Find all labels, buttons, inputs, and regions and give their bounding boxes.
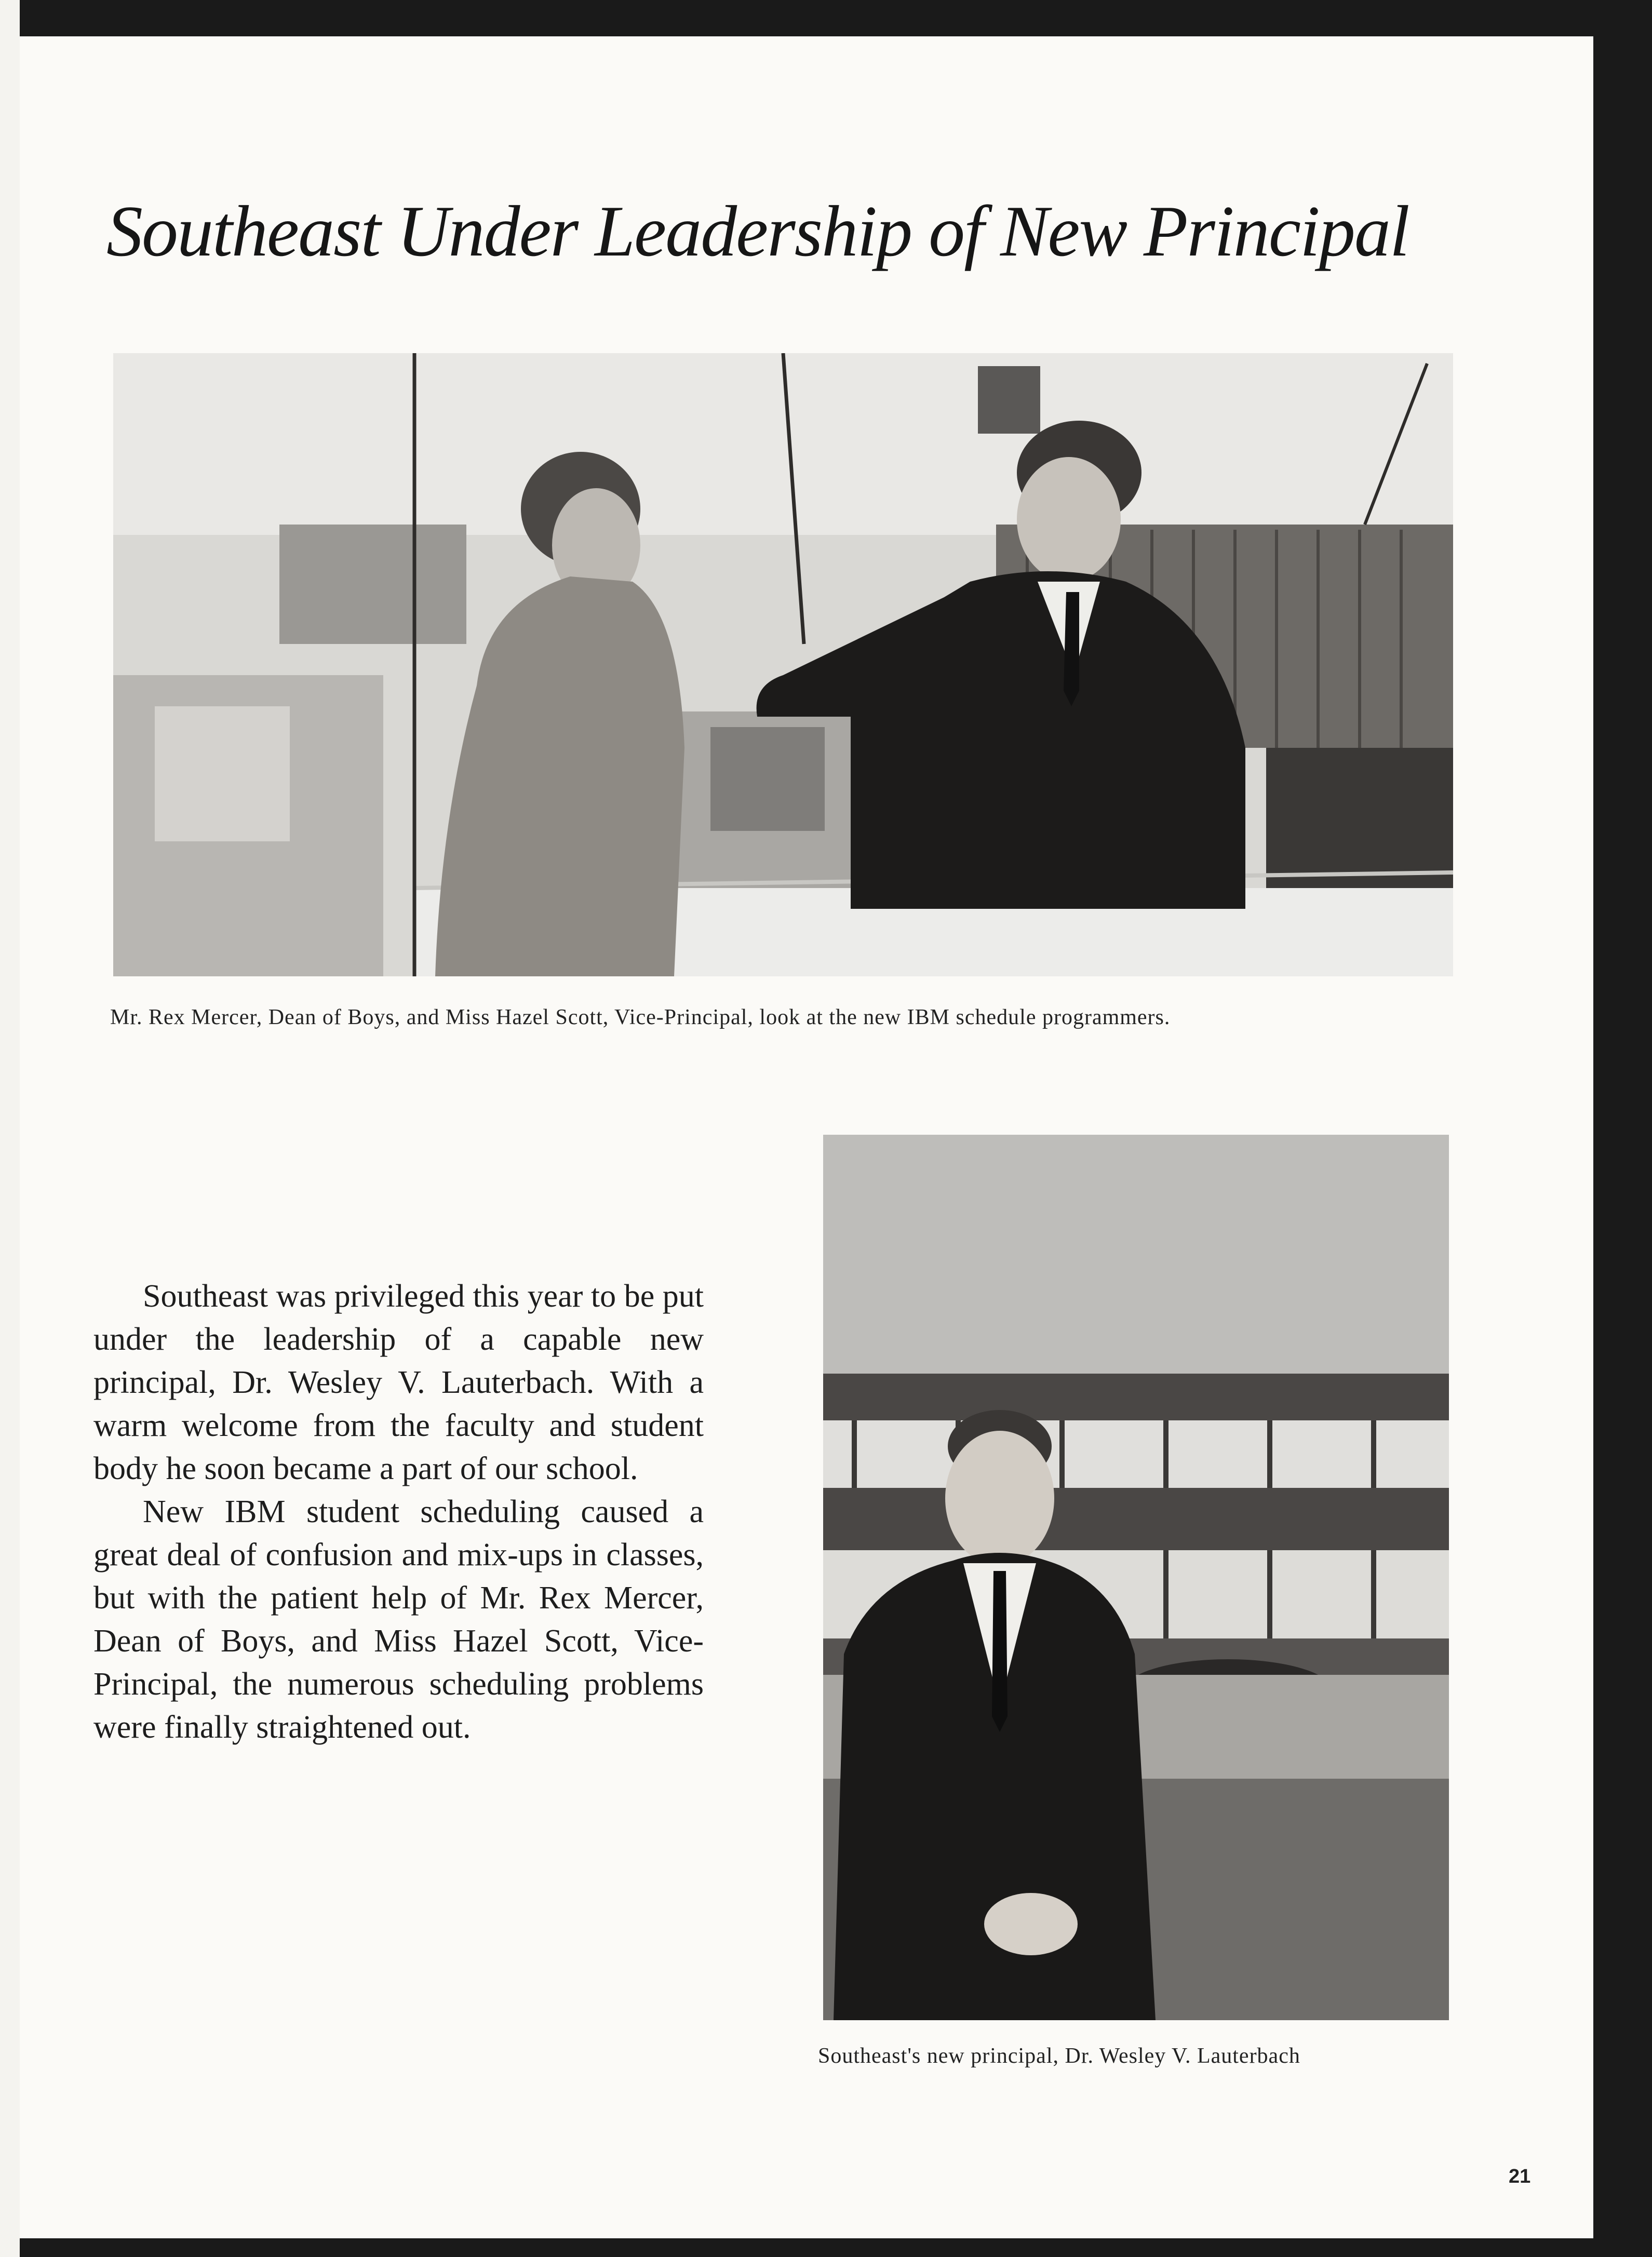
page-title: Southeast Under Leadership of New Principal — [106, 191, 1409, 272]
facing-page-edge — [0, 0, 20, 2257]
ibm-machine-photo — [113, 353, 1453, 976]
article-paragraph: New IBM student scheduling caused a great deal of confusion and mix-ups in classes, but with the patient help of Mr. Rex Mercer, Dean of Boys, and Miss Hazel Scott, Vice-Principal, the numerous scheduling problems were finally straightened out. — [93, 1494, 704, 1745]
article-body — [93, 1275, 704, 1749]
principal-photo-caption: Southeast's new principal, Dr. Wesley V. Lauterbach — [818, 2044, 1300, 2068]
ibm-photo-caption: Mr. Rex Mercer, Dean of Boys, and Miss Hazel Scott, Vice-Principal, look at the new IBM schedule programmers. — [110, 1005, 1171, 1029]
article-paragraph: Southeast was privileged this year to be put under the leadership of a capable new principal, Dr. Wesley V. Lauterbach. With a warm welcome from the faculty and student body he soon became a part of our school. — [93, 1279, 704, 1486]
principal-portrait-photo — [823, 1135, 1449, 2020]
page-number: 21 — [1509, 2166, 1531, 2187]
